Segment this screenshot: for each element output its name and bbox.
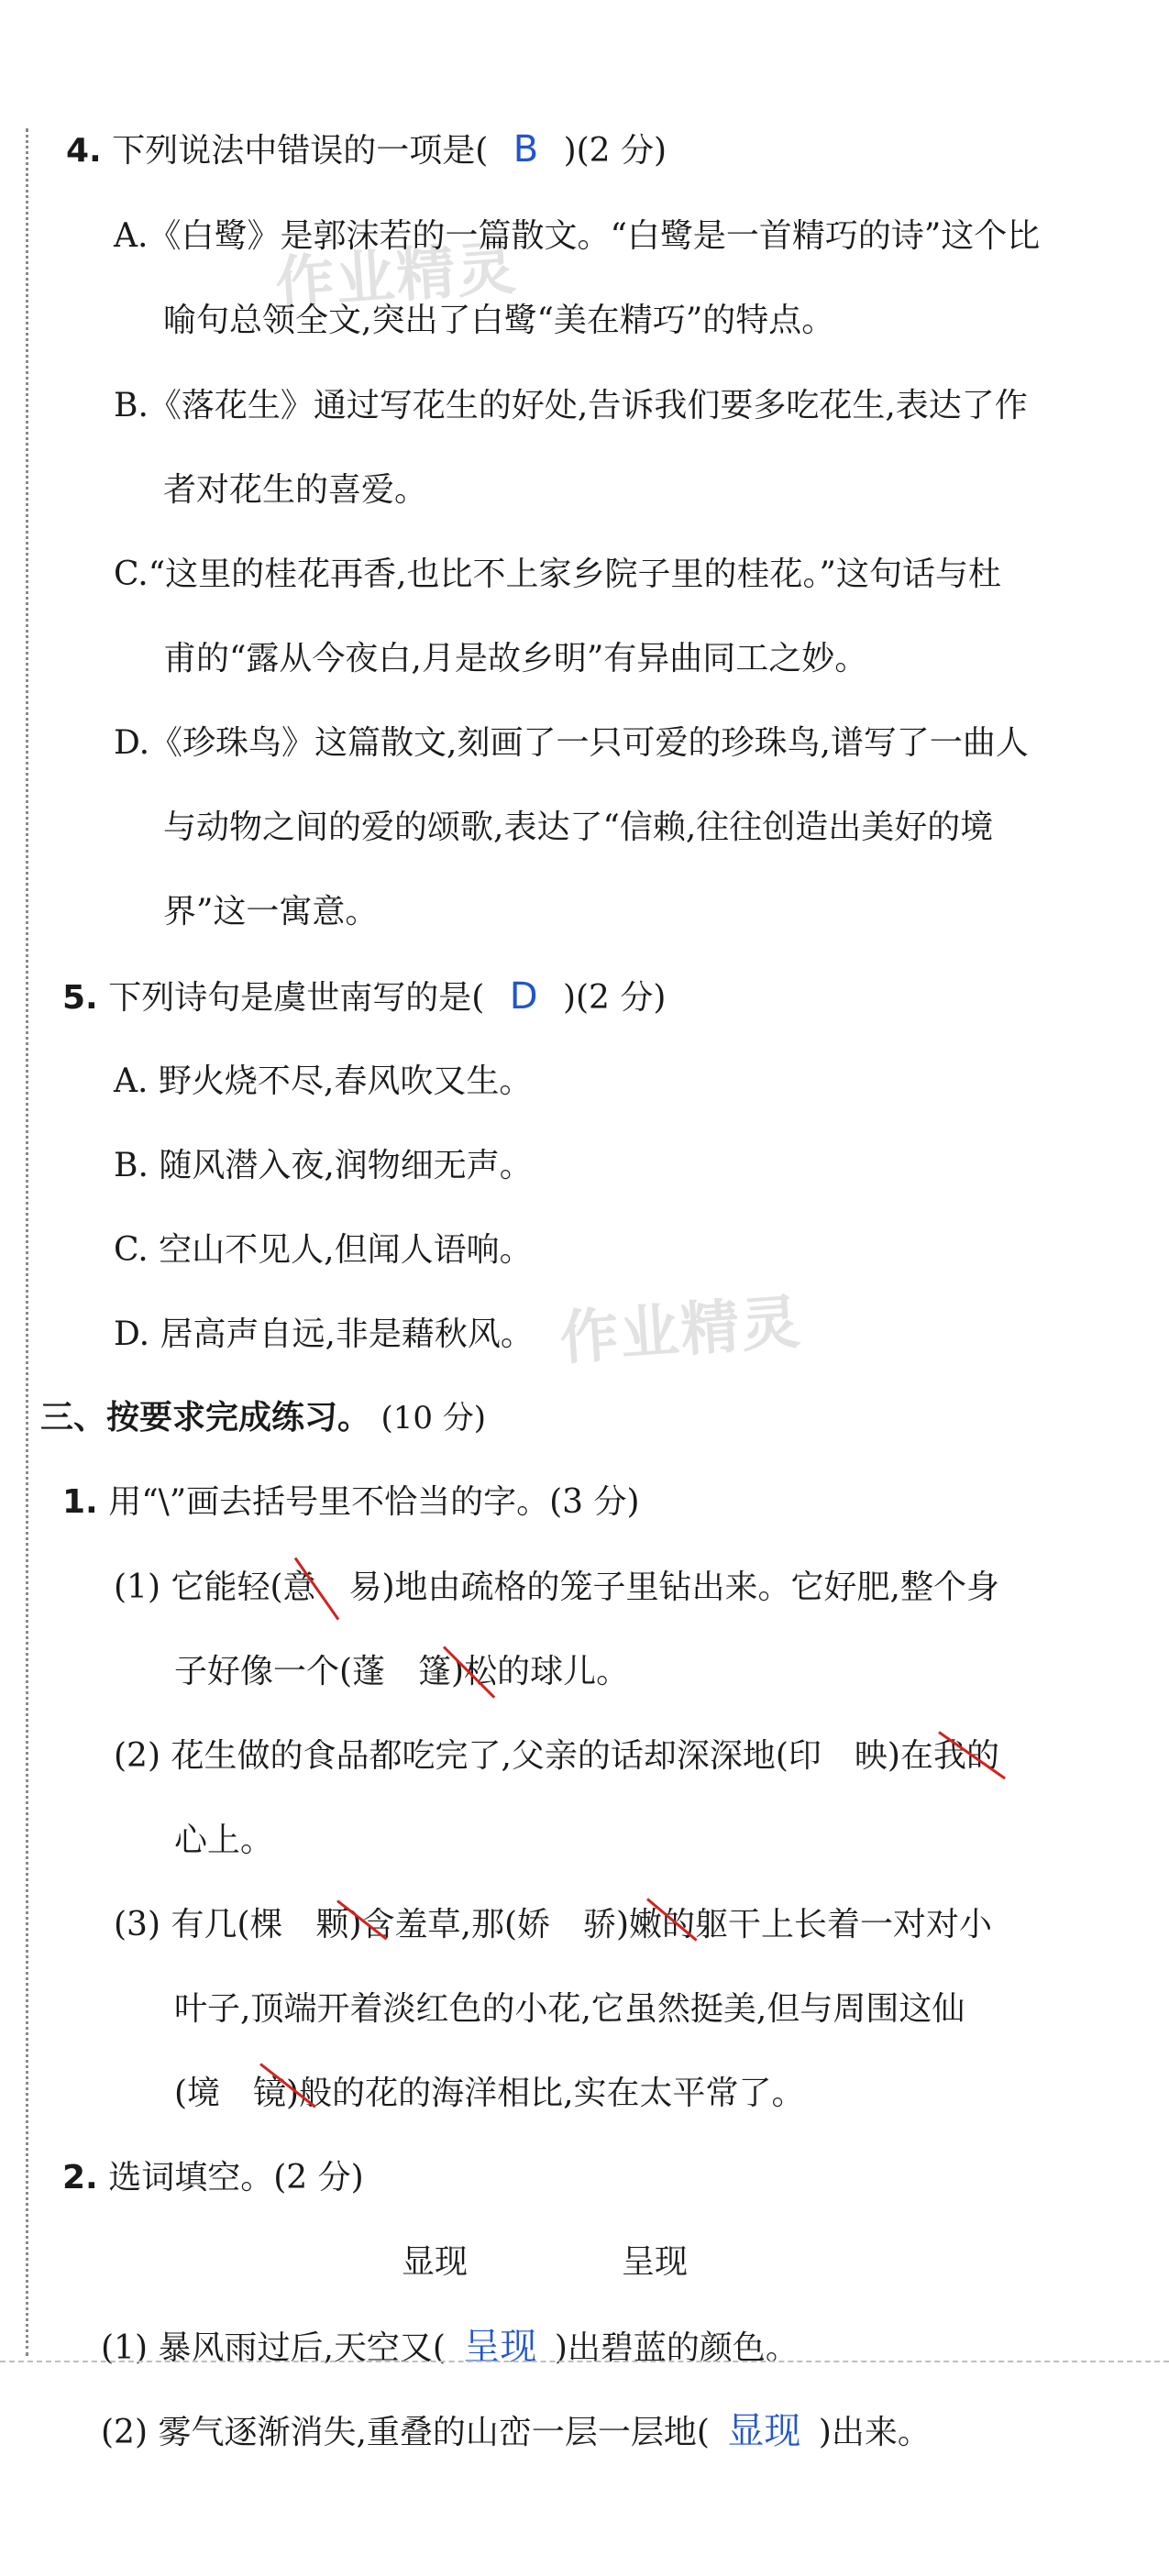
q5-option-d: D. 居高声自远,非是藉秋风。 — [114, 1316, 534, 1353]
section-3-score: (10 分) — [380, 1400, 487, 1437]
q4-number: 4. — [66, 132, 102, 170]
watermark-logo: 作业精灵 — [273, 234, 520, 320]
q5-option-a: A. 野火烧不尽,春风吹又生。 — [114, 1062, 533, 1100]
q4-score: )(2 分) — [563, 132, 667, 170]
q4-stem-text: 下列说法中错误的一项是( — [112, 132, 489, 170]
s3q1-stem — [62, 1480, 640, 1525]
q5-score: )(2 分) — [562, 979, 667, 1017]
q5-stem — [62, 974, 666, 1021]
watermark-logo: 作业精灵 — [557, 1288, 804, 1374]
s3q2-fill-2-answer: 显现 — [727, 2410, 801, 2452]
s3q2-fill-2-post: )出来。 — [818, 2414, 931, 2451]
s3q2-word-choice-1: 显现 — [402, 2243, 469, 2281]
s3q1-stem-text: 用“\”画去括号里不恰当的字。(3 分) — [108, 1483, 640, 1521]
q4-option-c-cont: 甫的“露从今夜白,月是故乡明”有异曲同工之妙。 — [163, 640, 868, 677]
s3q2-fill-2 — [101, 2408, 931, 2456]
s3q1-number: 1. — [62, 1483, 98, 1521]
s3q2-fill-1-post: )出碧蓝的颜色。 — [554, 2329, 799, 2367]
s3q2-fill-1-answer: 呈现 — [463, 2326, 537, 2368]
q4-option-b-cont: 者对花生的喜爱。 — [163, 471, 428, 509]
s3q2-number: 2. — [62, 2159, 98, 2196]
s3q1-item-3: (3) 有几(棵 颗)含羞草,那(娇 骄)嫩的躯干上长着一对对小 — [114, 1906, 993, 1943]
q5-stem-text: 下列诗句是虞世南写的是( — [108, 979, 485, 1017]
page-cut-line — [0, 2361, 1169, 2362]
s3q2-fill-2-pre: (2) 雾气逐渐消失,重叠的山峦一层一层地( — [101, 2414, 710, 2451]
q4-option-b: B.《落花生》通过写花生的好处,告诉我们要多吃花生,表达了作 — [114, 387, 1028, 424]
s3q1-item-2-cont: 心上。 — [174, 1822, 274, 1859]
s3q2-fill-1-pre: (1) 暴风雨过后,天空又( — [101, 2329, 446, 2367]
q4-option-a: A.《白鹭》是郭沫若的一篇散文。“白鹭是一首精巧的诗”这个比 — [114, 217, 1041, 255]
section-3-title: 三、按要求完成练习。 — [40, 1399, 371, 1437]
s3q2-stem-text: 选词填空。(2 分) — [108, 2159, 364, 2196]
s3q1-item-1-cont: 子好像一个(蓬 篷)松的球儿。 — [174, 1653, 630, 1690]
s3q1-item-3-cont2: (境 镜)般的花的海洋相比,实在太平常了。 — [174, 2075, 805, 2112]
q4-option-d-cont2: 界”这一寓意。 — [163, 893, 379, 930]
q4-option-c: C.“这里的桂花再香,也比不上家乡院子里的桂花。”这句话与杜 — [114, 556, 1001, 593]
q5-option-c: C. 空山不见人,但闻人语响。 — [114, 1231, 533, 1269]
q5-number: 5. — [62, 979, 98, 1017]
q4-stem — [66, 127, 667, 174]
q4-option-a-cont: 喻句总领全文,突出了白鹭“美在精巧”的特点。 — [163, 302, 835, 339]
q4-option-d: D.《珍珠鸟》这篇散文,刻画了一只可爱的珍珠鸟,谱写了一曲人 — [114, 724, 1029, 762]
binding-margin-line — [26, 128, 28, 2356]
s3q1-item-1: (1) 它能轻(意 易)地由疏格的笼子里钻出来。它好肥,整个身 — [114, 1569, 999, 1606]
section-3-header — [40, 1395, 486, 1441]
s3q2-word-choice-2: 呈现 — [622, 2243, 689, 2281]
s3q2-fill-1 — [101, 2324, 799, 2372]
q4-answer: B — [513, 128, 539, 171]
s3q2-stem — [62, 2155, 364, 2201]
s3q1-item-2: (2) 花生做的食品都吃完了,父亲的话却深深地(印 映)在我的 — [114, 1737, 999, 1775]
q5-answer: D — [509, 975, 538, 1018]
s3q1-item-3-cont: 叶子,顶端开着淡红色的小花,它虽然挺美,但与周围这仙 — [174, 1990, 965, 2028]
q5-option-b: B. 随风潜入夜,润物细无声。 — [114, 1147, 533, 1184]
q4-option-d-cont: 与动物之间的爱的颂歌,表达了“信赖,往往创造出美好的境 — [163, 809, 994, 846]
